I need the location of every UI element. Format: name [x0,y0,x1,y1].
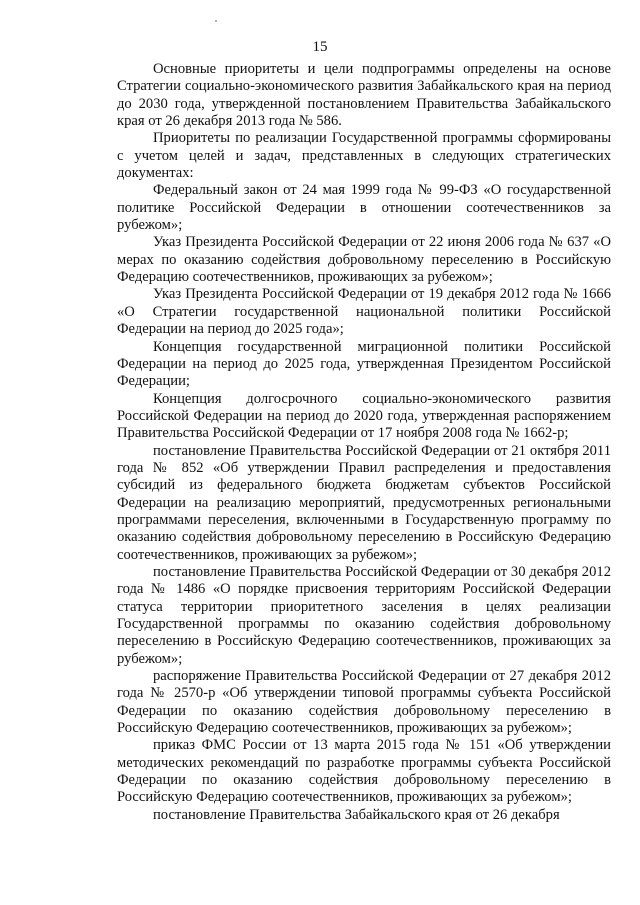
paragraph-order-2570: распоряжение Правительства Российской Федерации от 27 декабря 2012 года № 2570-р «Об утверждении типовой программы субъекта Российской Федерации по оказанию содействия добровольному переселению в Российскую Федерацию соотечественников, проживающих за рубежом»; [117,668,611,737]
paragraph-decree-1666: Указ Президента Российской Федерации от 19 декабря 2012 года № 1666 «О Стратегии государственной национальной политики Российской Федерации на период до 2025 года»; [117,286,611,338]
paragraph-fms-order-151: приказ ФМС России от 13 марта 2015 года № 151 «Об утверждении методических рекомендаций по разработке программы субъекта Российской Федерации по оказанию содействия добровольному переселению в Российскую Федерацию соотечественников, проживающих за рубежом»; [117,737,611,806]
paragraph-strategic-documents-intro: Приоритеты по реализации Государственной программы сформированы с учетом целей и задач, представленных в следующих стратегических документах: [117,130,611,182]
page-number: 15 [312,39,328,55]
paragraph-zabaikalsky-resolution: постановление Правительства Забайкальского края от 26 декабря [153,806,560,823]
paragraph-federal-law-99: Федеральный закон от 24 мая 1999 года № 99-ФЗ «О государственной политике Российской Федерации в отношении соотечественников за рубежом»; [117,182,611,234]
document-body [117,61,611,824]
paragraph-decree-637: Указ Президента Российской Федерации от 22 июня 2006 года № 637 «О мерах по оказанию содействия добровольному переселению в Российскую Федерацию соотечественников, проживающих за рубежом»; [117,234,611,286]
paragraph-resolution-852: постановление Правительства Российской Федерации от 21 октября 2011 года № 852 «Об утверждении Правил распределения и предоставления субсидий из федерального бюджета бюджетам субъектов Российской Федерации на реализацию мероприятий, предусмотренных региональными программами переселения, включенными в Государственную программу по оказанию содействия добровольному переселению в Российскую Федерацию соотечественников, проживающих за рубежом»; [117,442,611,563]
paragraph-migration-concept: Концепция государственной миграционной политики Российской Федерации на период до 2025 года, утвержденная Президентом Российской Федерации; [117,338,611,390]
paragraph-priorities-basis: Основные приоритеты и цели подпрограммы определены на основе Стратегии социально-экономического развития Забайкальского края на период до 2030 года, утвержденной постановлением Правительства Забайкальского края от 26 декабря 2013 года № 586. [117,61,611,130]
paragraph-resolution-1486: постановление Правительства Российской Федерации от 30 декабря 2012 года № 1486 «О порядке присвоения территориям Российской Федерации статуса территории приоритетного заселения в целях реализации Государственной программы по оказанию содействия добровольному переселению в Российскую Федерацию соотечественников, проживающих за рубежом»; [117,563,611,667]
scan-artifact-dot [215,20,217,22]
paragraph-long-term-concept: Концепция долгосрочного социально-экономического развития Российской Федерации на период до 2020 года, утвержденная распоряжением Правительства Российской Федерации от 17 ноября 2008 года № 1662-р; [117,390,611,442]
